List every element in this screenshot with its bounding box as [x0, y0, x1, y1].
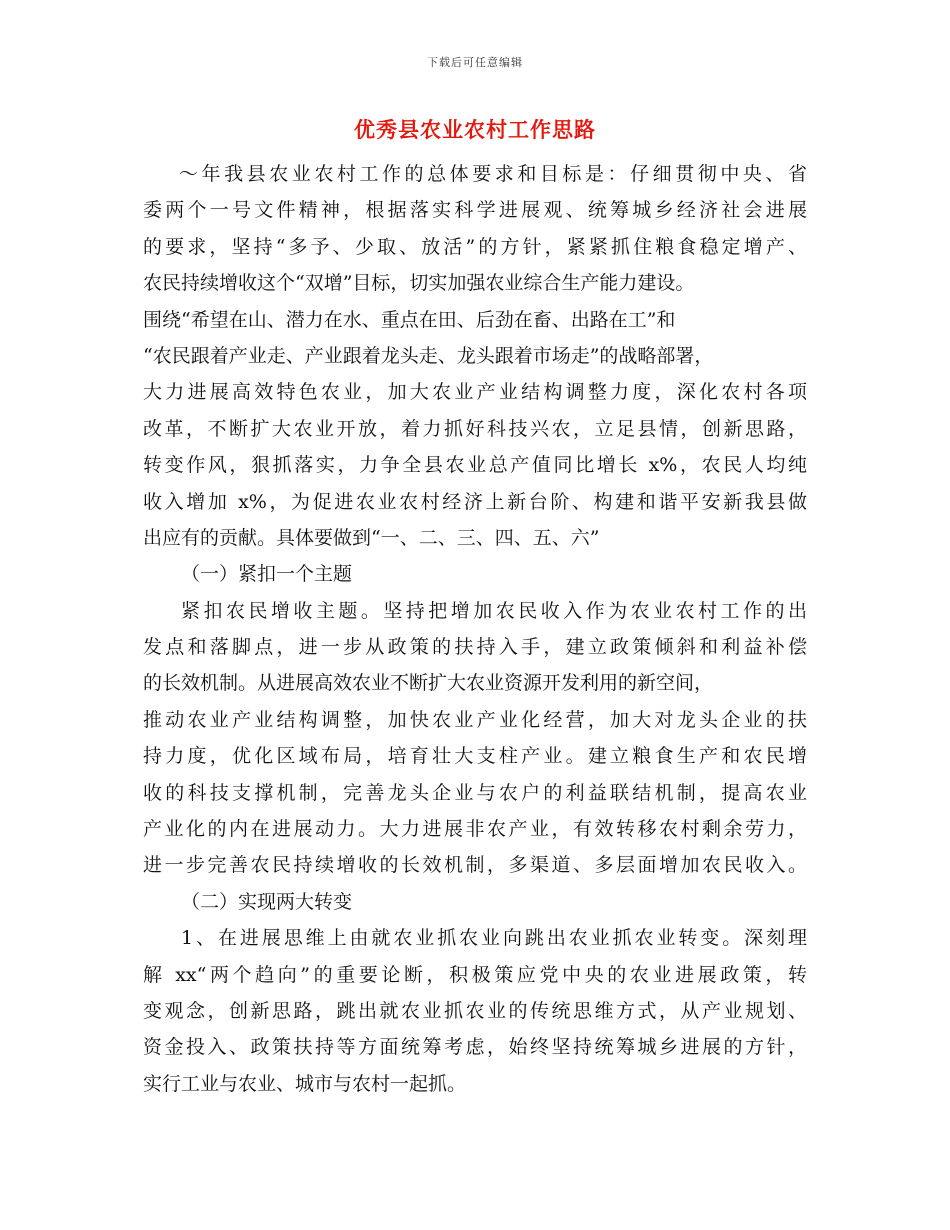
- body-line: 委两个一号文件精神，根据落实科学进展观、统筹城乡经济社会进展: [143, 199, 807, 222]
- body-line: 大力进展高效特色农业，加大农业产业结构调整力度，深化农村各项: [143, 381, 807, 404]
- body-line: 发点和落脚点，进一步从政策的扶持入手，建立政策倾斜和利益补偿: [143, 636, 807, 659]
- body-line: ～年我县农业农村工作的总体要求和目标是：仔细贯彻中央、省: [179, 163, 807, 185]
- body-line: 解 xx“两个趋向”的重要论断，积极策应党中央的农业进展政策，转: [143, 963, 807, 986]
- body-line: 收入增加 x%，为促进农业农村经济上新台阶、构建和谐平安新我县做: [143, 490, 807, 513]
- document-body: [143, 156, 807, 1102]
- body-line: 紧扣农民增收主题。坚持把增加农民收入作为农业农村工作的出: [181, 599, 807, 622]
- body-line: 推动农业产业结构调整，加快农业产业化经营，加大对龙头企业的扶: [143, 708, 807, 731]
- body-line: 改革，不断扩大农业开放，着力抓好科技兴农，立足县情，创新思路，: [143, 417, 807, 440]
- page-header-note: 下载后可任意编辑: [427, 56, 523, 69]
- body-line: 1、在进展思维上由就农业抓农业向跳出农业抓农业转变。深刻理: [181, 927, 807, 950]
- body-line: 的长效机制。从进展高效农业不断扩大农业资源开发利用的新空间，: [143, 672, 714, 695]
- body-line: 实行工业与农业、城市与农村一起抓。: [143, 1072, 467, 1095]
- body-line: 进一步完善农民持续增收的长效机制，多渠道、多层面增加农民收入。: [143, 854, 807, 877]
- body-line: （二）实现两大转变: [181, 890, 353, 913]
- document-title: 优秀县农业农村工作思路: [354, 117, 596, 142]
- body-line: （一）紧扣一个主题: [181, 563, 353, 586]
- body-line: 转变作风，狠抓落实，力争全县农业总产值同比增长 x%，农民人均纯: [143, 454, 807, 477]
- body-line: 持力度，优化区域布局，培育壮大支柱产业。建立粮食生产和农民增: [143, 745, 807, 768]
- body-line: 出应有的贡献。具体要做到“一、二、三、四、五、六”: [143, 526, 600, 549]
- body-line: 的要求，坚持“多予、少取、放活”的方针，紧紧抓住粮食稳定增产、: [143, 235, 807, 258]
- body-line: 收的科技支撑机制，完善龙头企业与农户的利益联结机制，提高农业: [143, 781, 807, 804]
- body-line: “农民跟着产业走、产业跟着龙头走、龙头跟着市场走”的战略部署，: [143, 344, 714, 367]
- body-line: 资金投入、政策扶持等方面统筹考虑，始终坚持统筹城乡进展的方针，: [143, 1036, 807, 1059]
- body-line: 变观念，创新思路，跳出就农业抓农业的传统思维方式，从产业规划、: [143, 999, 807, 1022]
- body-line: 产业化的内在进展动力。大力进展非农产业，有效转移农村剩余劳力，: [143, 818, 807, 841]
- body-line: 农民持续增收这个“双增”目标，切实加强农业综合生产能力建设。: [143, 272, 695, 295]
- body-line: 围绕“希望在山、潜力在水、重点在田、后劲在畜、出路在工”和: [143, 308, 676, 331]
